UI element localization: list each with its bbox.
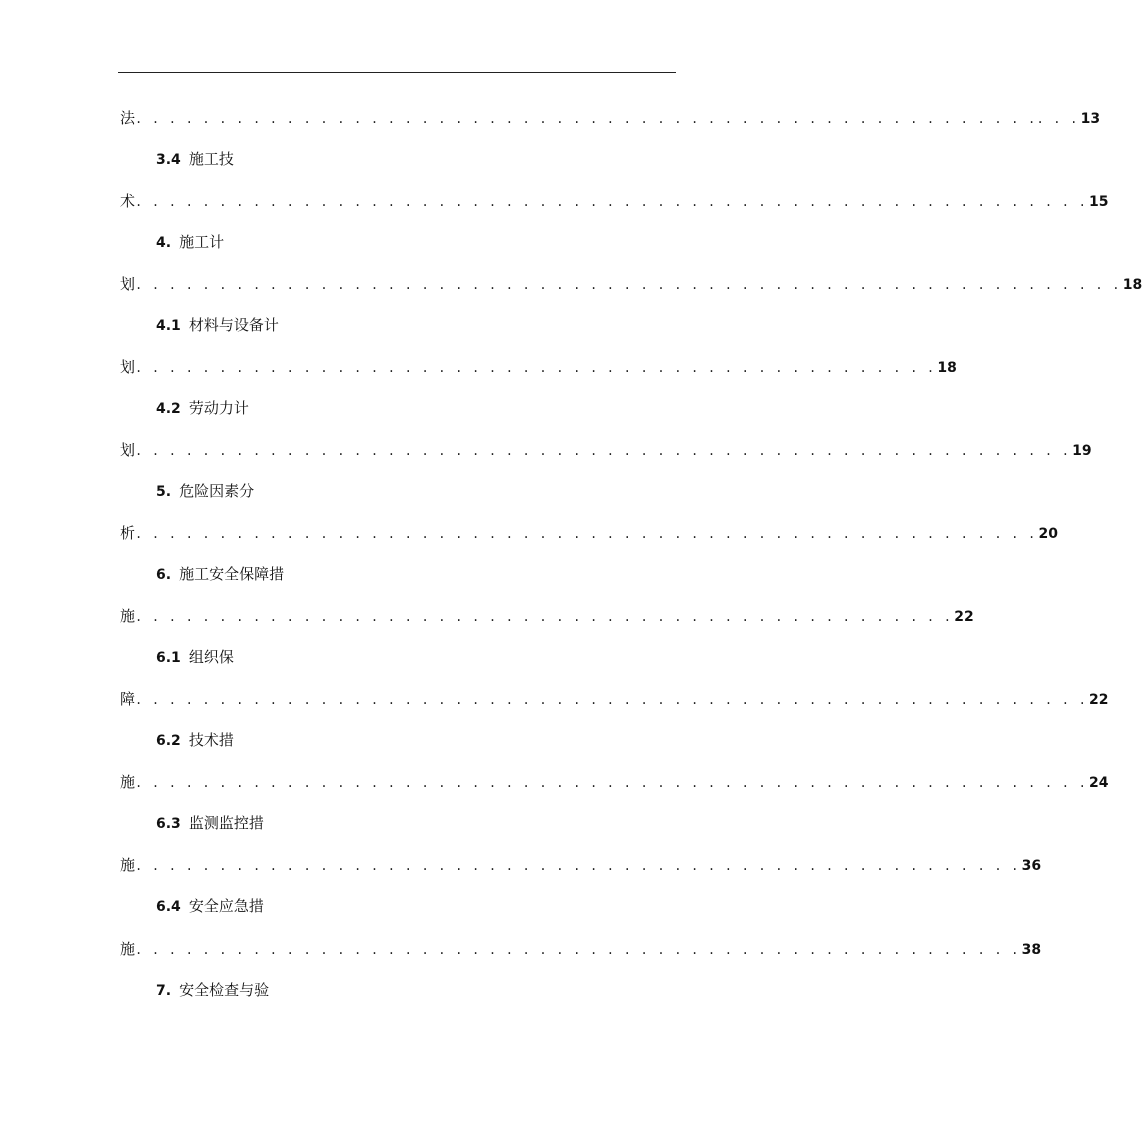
toc-heading-line[interactable] [156,647,234,668]
toc-entry-char: 划 [120,275,136,293]
toc-leader-line[interactable] [120,772,1108,793]
toc-heading-line[interactable] [156,481,254,502]
toc-entry-char: 障 [120,690,136,708]
toc-dot-leader: . . . . . . . . . . . . . . . . . . . . . . . . . . . . . . . . . . . . . . . . . . . . . . . . . . . . . . [135,527,1037,541]
toc-entry-char: 术 [120,192,136,210]
toc-section-title: 材料与设备计 [188,316,279,334]
toc-dot-leader: . . . . . . . . . . . . . . . . . . . . . . . . . . . . . . . . . . . . . . . . . . . . . . . . . . . . . . . . [135,444,1071,458]
toc-leader-line[interactable] [120,523,1058,544]
toc-section-number: 3.4 [156,152,181,168]
toc-heading-line[interactable] [156,398,249,419]
toc-leader-line[interactable] [120,274,1142,295]
toc-entry-char: 施 [120,773,136,791]
toc-page-number: 24 [1089,775,1109,791]
toc-section-title: 施工技 [188,150,234,168]
toc-entry-char: 划 [120,441,136,459]
toc-heading-line[interactable] [156,232,224,253]
toc-section-title: 危险因素分 [179,482,255,500]
toc-entry-char: 划 [120,358,136,376]
toc-section-number: 4.2 [156,401,181,417]
toc-heading-line[interactable] [156,896,264,917]
toc-page-number: 18 [937,360,957,376]
toc-section-number: 6.1 [156,650,181,666]
toc-dot-leader: . . . . . . . . . . . . . . . . . . . . . . . . . . . . . . . . . . . . . . . . . . . . . . . . . . . . . . . . . [135,776,1087,790]
toc-section-title: 施工安全保障措 [179,565,285,583]
toc-entry-char: 施 [120,940,136,958]
toc-heading-line[interactable] [156,564,284,585]
toc-dot-leader: . . . . . . . . . . . . . . . . . . . . . . . . . . . . . . . . . . . . . . . . . . . . . . . . . . . . . [135,859,1020,873]
toc-page-number: 15 [1089,194,1109,210]
toc-entry-char: 法 [120,109,136,127]
toc-heading-line[interactable] [156,149,234,170]
toc-dot-leader: . . . . . . . . . . . . . . . . . . . . . . . . . . . . . . . . . . . . . . . . . . . . . . . . [135,361,936,375]
toc-section-number: 7. [156,983,172,999]
toc-page-number: 38 [1021,942,1042,958]
toc-dot-leader: . . . . . . . . . . . . . . . . . . . . . . . . . . . . . . . . . . . . . . . . . . . . . . . . . . . . . . . . . [135,693,1087,707]
toc-page-number: 13 [1080,111,1101,127]
toc-dot-leader: . . . . . . . . . . . . . . . . . . . . . . . . . . . . . . . . . . . . . . . . . . . . . . . . . . . . . .. . . [135,112,1079,126]
toc-dot-leader: . . . . . . . . . . . . . . . . . . . . . . . . . . . . . . . . . . . . . . . . . . . . . . . . . . . . . . . . . . . [135,278,1121,292]
toc-leader-line[interactable] [120,939,1041,960]
toc-heading-line[interactable] [156,813,264,834]
toc-leader-line[interactable] [120,855,1041,876]
toc-dot-leader: . . . . . . . . . . . . . . . . . . . . . . . . . . . . . . . . . . . . . . . . . . . . . . . . . [135,610,953,624]
toc-leader-line[interactable] [120,606,974,627]
toc-page-number: 18 [1122,277,1142,293]
toc-heading-line[interactable] [156,980,269,1001]
toc-entry-char: 析 [120,524,136,542]
toc-heading-line[interactable] [156,730,234,751]
toc-section-number: 5. [156,484,172,500]
toc-section-title: 技术措 [188,731,234,749]
toc-page-number: 19 [1072,443,1092,459]
toc-section-number: 6.4 [156,899,181,915]
toc-page-number: 36 [1021,858,1042,874]
toc-leader-line[interactable] [120,357,957,378]
toc-section-number: 6.2 [156,733,181,749]
toc-section-number: 4.1 [156,318,181,334]
toc-page-number: 22 [954,609,974,625]
toc-section-number: 6.3 [156,816,181,832]
toc-dot-leader: . . . . . . . . . . . . . . . . . . . . . . . . . . . . . . . . . . . . . . . . . . . . . . . . . . . . . [135,943,1020,957]
toc-section-title: 安全检查与验 [179,981,270,999]
toc-section-title: 组织保 [188,648,234,666]
toc-page-number: 20 [1038,526,1058,542]
toc-heading-line[interactable] [156,315,279,336]
toc-dot-leader: . . . . . . . . . . . . . . . . . . . . . . . . . . . . . . . . . . . . . . . . . . . . . . . . . . . . . . . . . [135,195,1087,209]
toc-entry-char: 施 [120,607,136,625]
toc-page-number: 22 [1089,692,1109,708]
toc-section-number: 6. [156,567,172,583]
toc-leader-line[interactable] [120,440,1092,461]
toc-section-title: 监测监控措 [188,814,264,832]
toc-leader-line[interactable] [120,108,1100,129]
toc-section-number: 4. [156,235,172,251]
toc-section-title: 劳动力计 [188,399,249,417]
toc-leader-line[interactable] [120,689,1108,710]
toc-entry-char: 施 [120,856,136,874]
toc-section-title: 安全应急措 [188,897,264,915]
toc-section-title: 施工计 [179,233,225,251]
toc-leader-line[interactable] [120,191,1108,212]
